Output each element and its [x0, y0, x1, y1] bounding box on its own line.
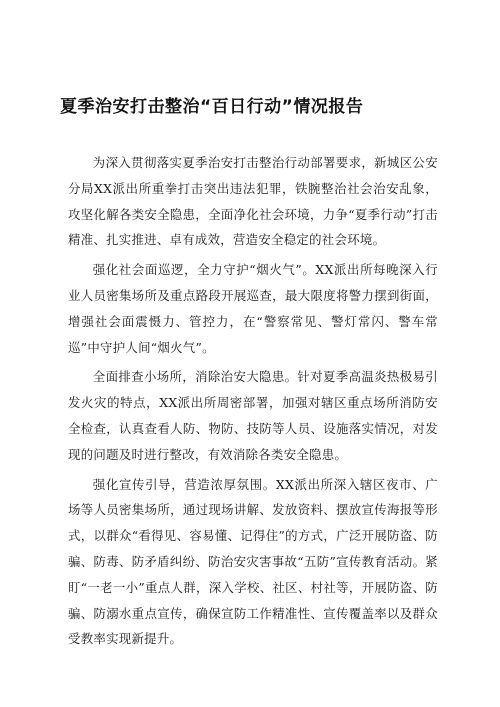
paragraph-intro: 为深入贯彻落实夏季治安打击整治行动部署要求，新城区公安分局XX派出所重拳打击突出违法犯罪，铁腕整治社会治安乱象，攻坚化解各类安全隐患，全面净化社会环境，力争“夏季行动”打击精准、扎实推进、卓有成效，营造安全稳定的社会环境。 — [68, 155, 438, 248]
document-body — [68, 150, 438, 656]
paragraph-publicity: 强化宣传引导，营造浓厚氛围。XX派出所深入辖区夜市、广场等人员密集场所，通过现场讲解、发放资料、摆放宣传海报等形式，以群众“看得见、容易懂、记得住”的方式，广泛开展防盗、防骗、防毒、防矛盾纠纷、防治安灾害事故“五防”宣传教育活动。紧盯“一老一小”重点人群，深入学校、社区、村社等，开展防盗、防骗、防溺水重点宣传，确保宣防工作精准性、宣传覆盖率以及群众受教率实现新提升。 — [68, 476, 438, 647]
paragraph-inspection: 全面排查小场所，消除治安大隐患。针对夏季高温炎热极易引发火灾的特点，XX派出所周密部署，加强对辖区重点场所消防安全检查，认真查看人防、物防、技防等人员、设施落实情况，对发现的问题及时进行整改，有效消除各类安全隐患。 — [68, 369, 438, 462]
document-title: 夏季治安打击整治“百日行动”情况报告 — [60, 97, 364, 117]
paragraph-patrol: 强化社会面巡逻，全力守护“烟火气”。XX派出所每晚深入行业人员密集场所及重点路段开展巡查，最大限度将警力摆到街面，增强社会面震慑力、管控力，在“警察常见、警灯常闪、警车常巡”中守护人间“烟火气”。 — [68, 262, 438, 355]
